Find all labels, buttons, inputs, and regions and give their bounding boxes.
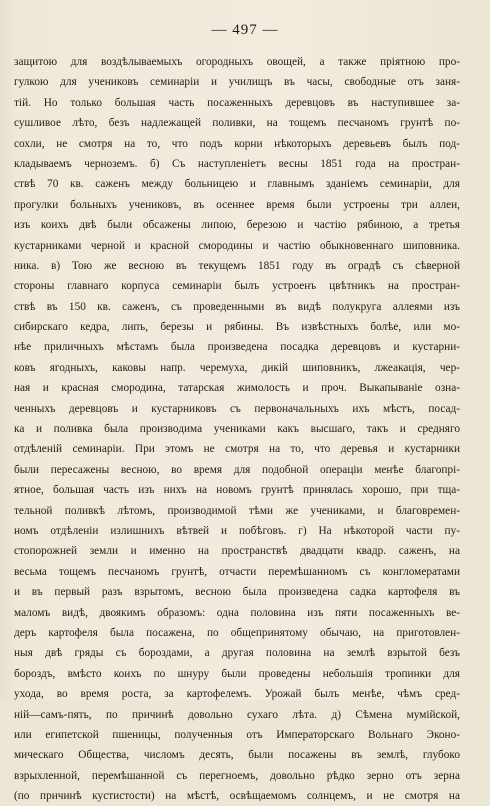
- text-line: защитою для воздѣлываемыхъ огородныхъ овощей, а также пріятною про-: [14, 56, 460, 68]
- text-line: мическаго Общества, числомъ десять, были посажены въ землѣ, глубоко: [14, 749, 460, 762]
- text-line: бороздъ, вмѣсто коихъ по шнуру были проведены небольшія тропинки для: [14, 667, 460, 680]
- text-line: сибирскаго кедра, липъ, березы и рябины. Въ извѣстныхъ болѣе, или мо-: [14, 321, 460, 334]
- text-line: изъ коихъ двѣ были обсажены липою, березою и частію рябиною, а третья: [14, 219, 460, 232]
- page-number: — 497 —: [211, 22, 279, 38]
- text-line: маломъ видѣ, двоякимъ образомъ: одна половина изъ пяти посаженныхъ ве-: [14, 606, 460, 619]
- text-line: тій. Но только большая часть посаженныхъ деревцовъ въ наступившее за-: [14, 96, 460, 109]
- text-line: ствѣ въ 150 кв. саженъ, съ проведенными въ видѣ полукруга аллеями изъ: [14, 300, 460, 313]
- text-line: деръ картофеля была посажена, по общепринятому обычаю, на приготовлен-: [14, 626, 460, 639]
- text-line: (по причинѣ кустистости) на мѣстѣ, освѣщаемомъ солнцемъ, и не смотря на: [14, 790, 460, 803]
- text-line: номъ отдѣленіи излишнихъ вѣтвей и побѣговъ. г) На нѣкоторой части пу-: [14, 524, 460, 537]
- body-text: [14, 52, 460, 806]
- text-line: ствѣ 70 кв. саженъ между больницею и главнымъ зданіемъ семинаріи, для: [14, 178, 460, 191]
- text-line: были пересажены весною, во время для подобной операціи менѣе благопрі-: [14, 463, 460, 476]
- text-line: и въ первый разъ взрытомъ, весною была произведена садка картофеля въ: [14, 586, 460, 599]
- text-line: ника. в) Тою же весною въ текущемъ 1851 году въ оградѣ съ сѣверной: [14, 259, 460, 272]
- text-line: ка и поливка была производима учениками какъ высшаго, такъ и средняго: [14, 423, 460, 436]
- text-line: кладываемъ черноземъ. б) Съ наступленіетъ весны 1851 года на простран-: [14, 157, 460, 170]
- text-line: ная и красная смородина, татарская жимолость и проч. Выкапываніе озна-: [14, 382, 460, 395]
- text-line: тельной поливкѣ лѣтомъ, производимой тѣми же учениками, и благовремен-: [14, 504, 460, 517]
- text-line: отдѣленій семинаріи. При этомъ не смотря на то, что деревья и кустарники: [14, 443, 460, 456]
- text-line: ковъ ягодныхъ, каковы напр. черемуха, дикій шиповникъ, лжеакація, чер-: [14, 361, 460, 374]
- text-line: прогулки больныхъ учениковъ, въ осеннее время были устроены три аллеи,: [14, 198, 460, 211]
- text-line: взрыхленной, перемѣшанной съ перегноемъ, довольно рѣдко зерно отъ зерна: [14, 769, 460, 782]
- text-line: стопорожней земли и именно на пространствѣ двадцати квадр. саженъ, на: [14, 545, 460, 558]
- text-line: гулкою для учениковъ семинаріи и училищъ въ часы, свободные отъ заня-: [14, 76, 460, 89]
- text-line: или египетской пшеницы, полученныя отъ Императорскаго Вольнаго Эконо-: [14, 728, 460, 741]
- text-line: стороны главнаго корпуса семинаріи былъ устроенъ цвѣтникъ на простран-: [14, 280, 460, 293]
- text-line: ухода, во время роста, за картофелемъ. Урожай былъ менѣе, чѣмъ сред-: [14, 688, 460, 701]
- text-line: сохли, не смотря на то, что подъ корни нѣкоторыхъ деревьевъ былъ под-: [14, 137, 460, 150]
- text-line: весьма тощемъ песчаномъ грунтѣ, отчасти перемѣшанномъ съ конгломератами: [14, 565, 460, 578]
- text-line: сушливое лѣто, безъ надлежащей поливки, на тощемъ песчаномъ грунтѣ по-: [14, 117, 460, 130]
- text-line: ныя двѣ гряды съ бороздами, а другая половина на землѣ взрытой безъ: [14, 647, 460, 660]
- text-line: ченныхъ деревцовъ и кустарниковъ съ первоначальныхъ ихъ мѣстъ, посад-: [14, 402, 460, 415]
- text-line: кустарниками черной и красной смородины и частію обыкновеннаго шиповника.: [14, 239, 460, 252]
- text-line: ятное, большая часть изъ нихъ на новомъ грунтѣ принялась хорошо, при тща-: [14, 484, 460, 497]
- text-line: нѣе приличныхъ мѣстамъ была произведена посадка деревцовъ и кустарни-: [14, 341, 460, 354]
- text-line: ній—самъ-пять, по причинѣ довольно сухаго лѣта. д) Сѣмена мумійской,: [14, 708, 460, 721]
